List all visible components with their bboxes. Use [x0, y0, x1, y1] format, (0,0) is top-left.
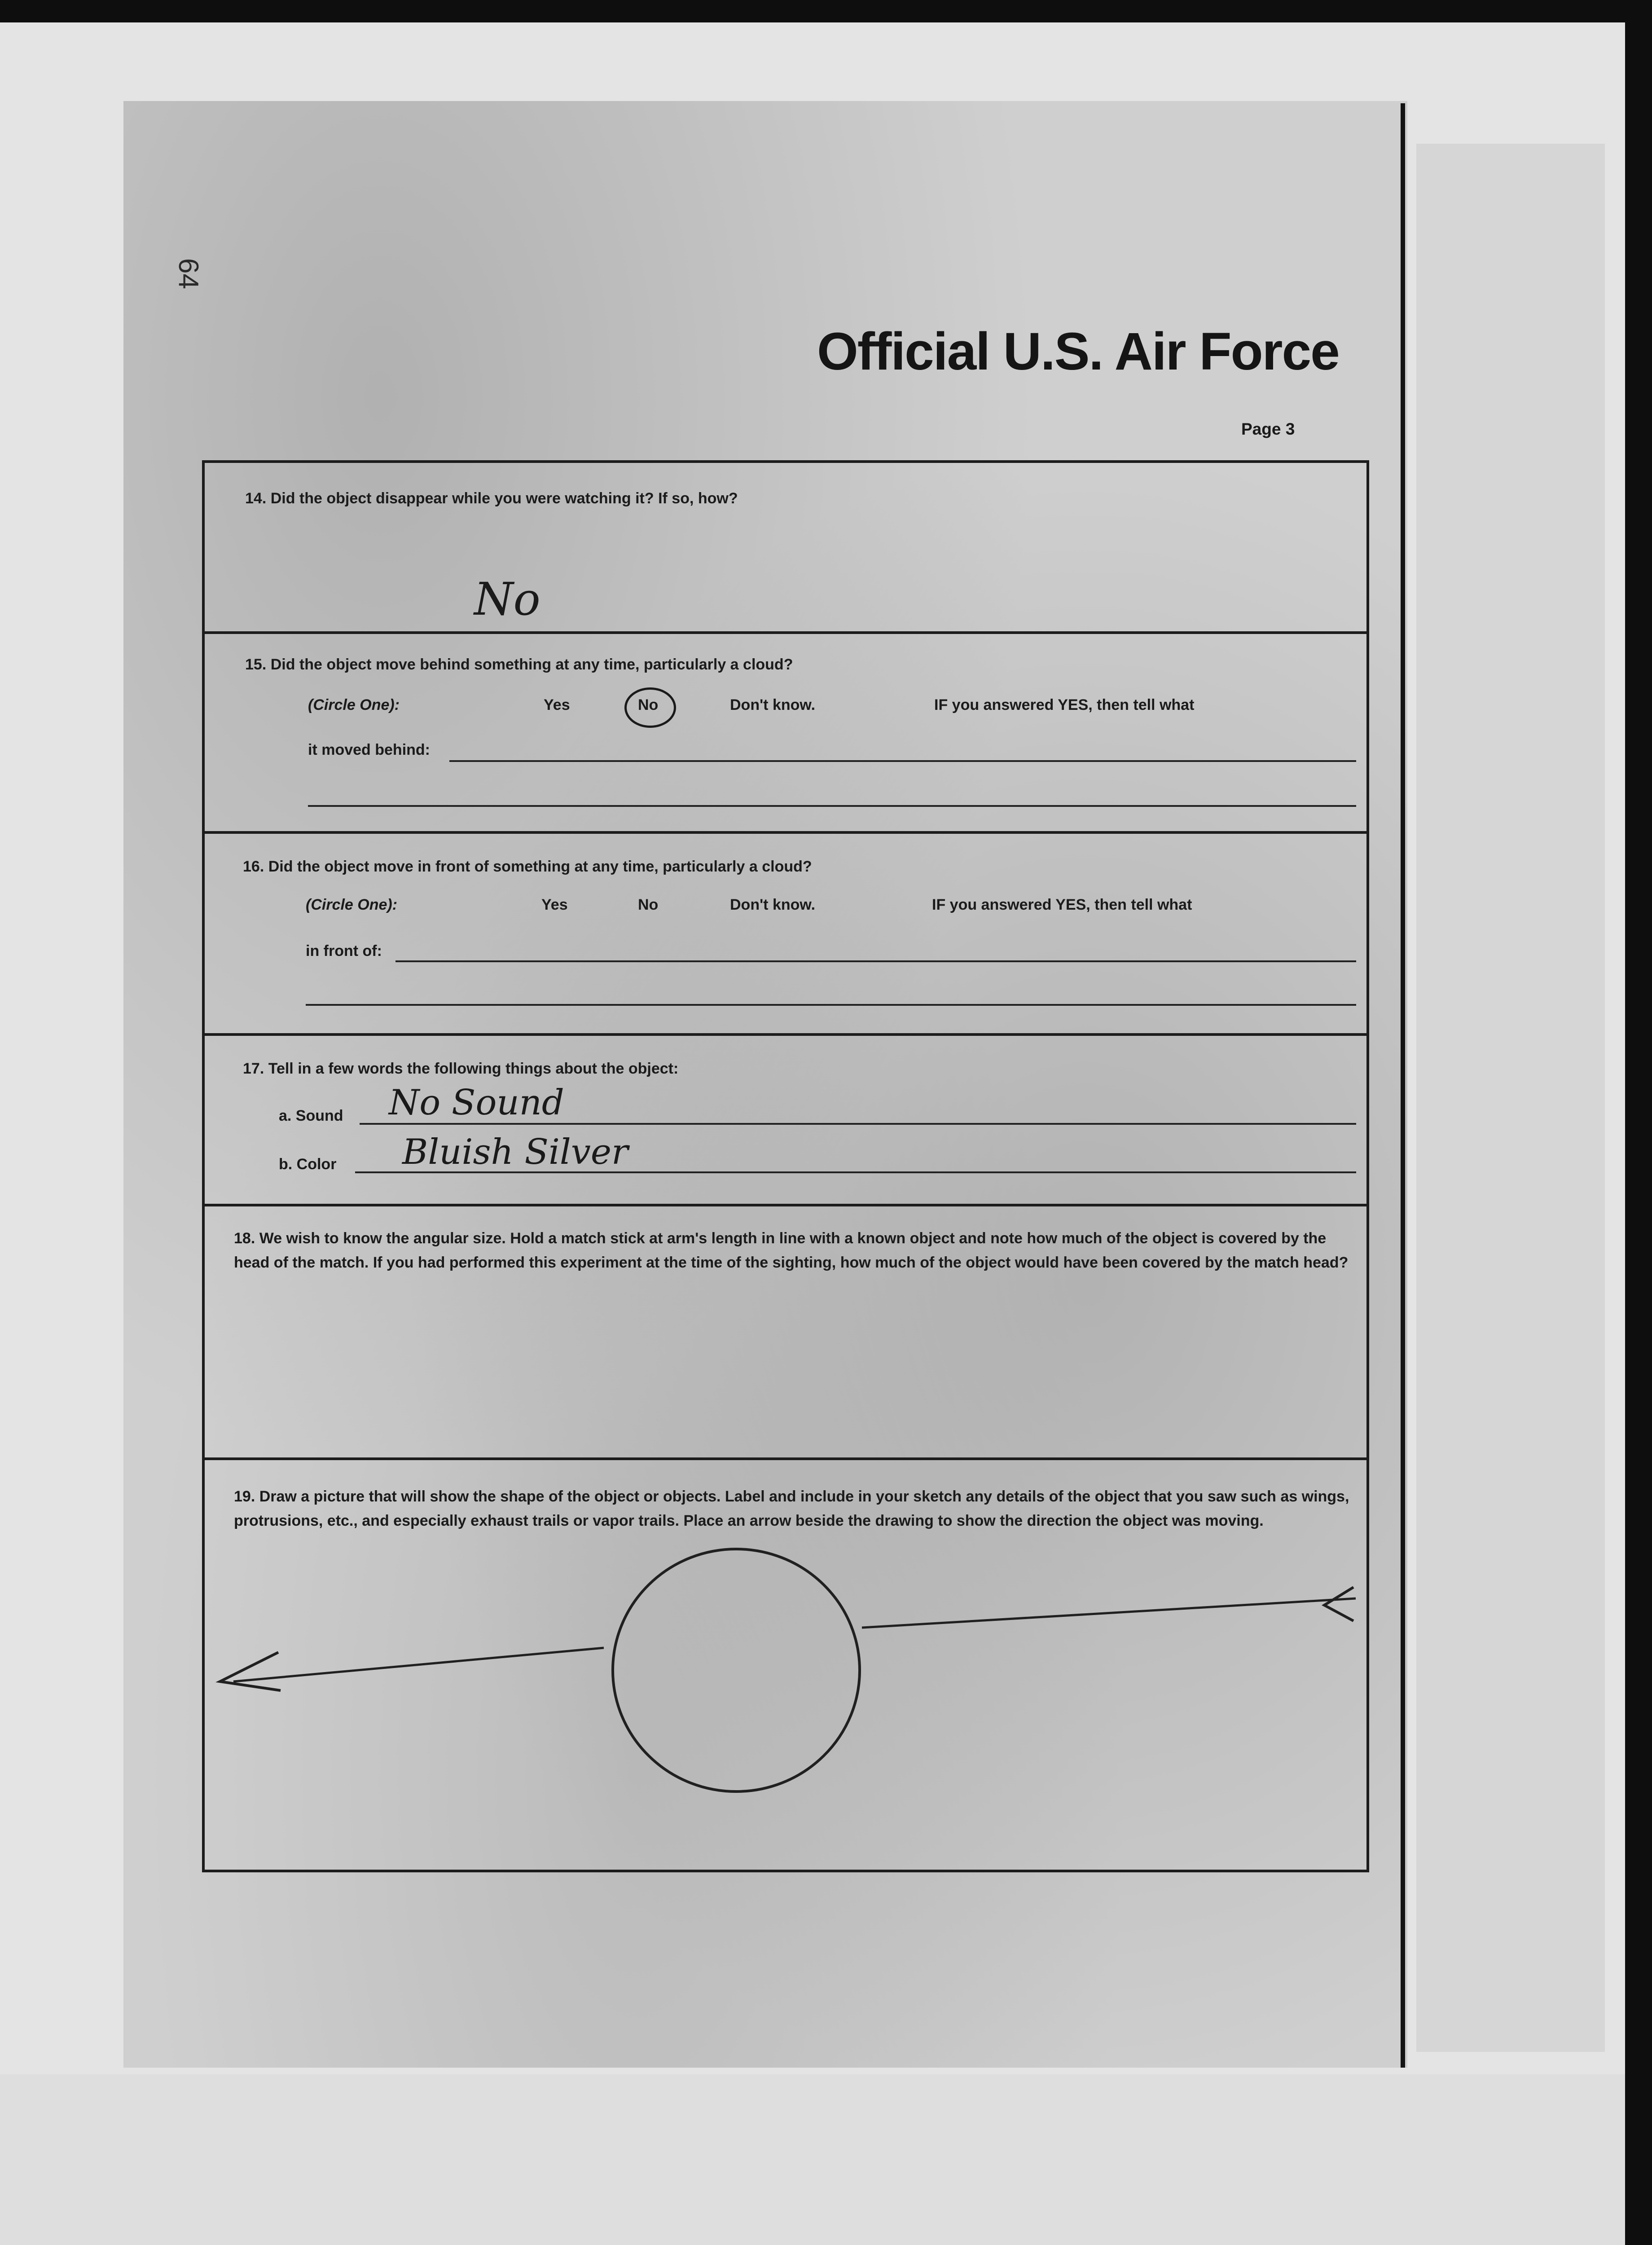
q14-answer: No: [474, 573, 540, 625]
divider: [205, 1033, 1366, 1036]
scan-lower-area: [0, 2074, 1625, 2245]
divider: [205, 631, 1366, 634]
page-number: 64: [173, 258, 204, 289]
form-title: Official U.S. Air Force: [817, 322, 1339, 381]
q16-dont-know: Don't know.: [730, 896, 816, 913]
q16-circle-one: (Circle One):: [306, 896, 398, 913]
q19-label: 19. Draw a picture that will show the shape of the object or objects. Label and include in your sketch any details of the object that you saw such as wings, protrusions, etc., and especially exhaust trails or vapor trails. Place an arrow beside the drawing to show the direction the object was moving.: [234, 1488, 1349, 1529]
q16-label: 16. Did the object move in front of something at any time, particularly a cloud?: [243, 858, 812, 875]
q17-sound-label: a. Sound: [279, 1107, 343, 1124]
q15-answer-line: [449, 760, 1356, 762]
q15-selected-circle: [624, 687, 676, 728]
q15-circle-one: (Circle One):: [308, 696, 400, 713]
page-label: Page 3: [1241, 420, 1295, 438]
divider: [205, 1204, 1366, 1206]
q17-sound-answer: No Sound: [389, 1083, 564, 1123]
q15-yes: Yes: [544, 696, 570, 713]
q16-yes: Yes: [541, 896, 568, 913]
q16-follow-label: in front of:: [306, 942, 382, 960]
divider: [205, 831, 1366, 834]
scan-strip: [1416, 144, 1605, 2052]
q15-no: No: [638, 696, 659, 713]
q16-if-yes: IF you answered YES, then tell what: [932, 896, 1192, 913]
page-edge: [1401, 103, 1405, 2068]
q16-no: No: [638, 896, 659, 913]
q17-sound-line: [360, 1123, 1356, 1125]
q15-if-yes: IF you answered YES, then tell what: [934, 696, 1195, 713]
q16-answer-line-2: [306, 1004, 1356, 1006]
q17-color-answer: Bluish Silver: [402, 1132, 628, 1172]
q15-follow-label: it moved behind:: [308, 741, 430, 758]
q17-color-label: b. Color: [279, 1156, 337, 1173]
q17-label: 17. Tell in a few words the following things about the object:: [243, 1060, 679, 1077]
q16-answer-line: [395, 960, 1356, 962]
q15-answer-line-2: [308, 805, 1356, 807]
q15-label: 15. Did the object move behind something at any time, particularly a cloud?: [245, 656, 793, 673]
q18-label: 18. We wish to know the angular size. Hold a match stick at arm's length in line with a known object and note how much of the object is covered by the head of the match. If you had performed this experiment at the time of the sighting, how much of the object would have been covered by the match head?: [234, 1230, 1349, 1271]
divider: [205, 1457, 1366, 1460]
q15-dont-know: Don't know.: [730, 696, 816, 713]
q14-label: 14. Did the object disappear while you were watching it? If so, how?: [245, 490, 738, 507]
questionnaire-form: [202, 460, 1369, 1872]
